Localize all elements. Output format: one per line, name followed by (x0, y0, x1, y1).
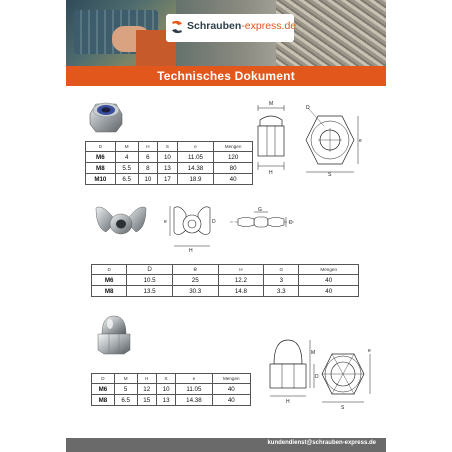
table-cell: 10 (158, 152, 178, 163)
table-cell: 13 (156, 395, 175, 406)
table-cell: 14.8 (218, 286, 264, 297)
dim-label-d: D (315, 374, 319, 380)
table-cell: 40 (212, 395, 250, 406)
wing-nut-spec-table (91, 264, 359, 297)
column-header: Mengen (299, 265, 359, 275)
dim-label-s: S (328, 172, 332, 178)
column-header: Mengen (214, 142, 253, 152)
table-row (86, 174, 253, 185)
column-header: D (92, 265, 127, 275)
dim-label-g: G (258, 207, 262, 213)
table-cell: 40 (212, 384, 250, 395)
workshop-photo (66, 0, 176, 66)
column-header: S (158, 142, 178, 152)
table-cell: 13.5 (127, 286, 173, 297)
table-cell: M10 (86, 174, 116, 185)
table-cell: 5.5 (115, 163, 138, 174)
table-cell: 14.38 (177, 163, 214, 174)
column-header: H (137, 374, 156, 384)
dim-label-s: S (341, 405, 345, 411)
table-cell: 25 (172, 275, 218, 286)
table-row (92, 275, 359, 286)
dim-label-d: D (289, 220, 293, 226)
document-sheet (66, 0, 386, 452)
table-row (92, 384, 251, 395)
dim-label-h: H (269, 170, 273, 176)
wing-nut-front-labels (164, 202, 218, 254)
table-header-row (86, 142, 253, 152)
column-header: e (172, 265, 218, 275)
dim-label-e: e (164, 219, 167, 225)
column-header: e (176, 374, 212, 384)
table-cell: 5 (114, 384, 137, 395)
dim-label-m: M (269, 101, 274, 107)
column-header: M (115, 142, 138, 152)
table-row (92, 395, 251, 406)
column-header: M (114, 374, 137, 384)
wing-nut-side-labels (228, 208, 296, 236)
table-cell: 10.5 (127, 275, 173, 286)
table-cell: 13 (158, 163, 178, 174)
table-cell: 10 (138, 174, 158, 185)
dim-label-e: e (368, 348, 371, 354)
table-cell: M6 (92, 384, 115, 395)
table-row (92, 286, 359, 297)
table-cell: M6 (92, 275, 127, 286)
cap-nut-photo (94, 314, 134, 356)
dim-label-d: D (306, 105, 310, 111)
header-banner (66, 0, 386, 66)
wing-nut-photo (92, 202, 150, 240)
table-cell: M8 (92, 286, 127, 297)
nylon-nut-side-labels (254, 100, 288, 176)
table-cell: 10 (156, 384, 175, 395)
nylon-nut-photo (86, 96, 126, 136)
column-header: Mengen (212, 374, 250, 384)
table-cell: 11.05 (176, 384, 212, 395)
cap-nut-spec-table (91, 373, 251, 406)
column-header: S (156, 374, 175, 384)
table-cell: 3 (264, 275, 299, 286)
logo-mark-icon (170, 19, 184, 35)
column-header: H (218, 265, 264, 275)
column-header: D (86, 142, 116, 152)
table-cell: 17 (158, 174, 178, 185)
dim-label-h: H (286, 399, 290, 405)
table-cell: 12 (137, 384, 156, 395)
column-header: D (92, 374, 115, 384)
table-cell: 8 (138, 163, 158, 174)
table-cell: 4 (115, 152, 138, 163)
table-cell: 30.3 (172, 286, 218, 297)
footer-bar (66, 438, 386, 452)
table-cell: 18.9 (177, 174, 214, 185)
page-title: Technisches Dokument (66, 66, 386, 86)
table-cell: 6.5 (114, 395, 137, 406)
column-header: D (127, 265, 173, 275)
table-row (86, 152, 253, 163)
table-cell: 6 (138, 152, 158, 163)
table-header-row (92, 265, 359, 275)
table-cell: 80 (214, 163, 253, 174)
cap-nut-side-labels (264, 336, 318, 406)
dim-label-h: H (189, 248, 193, 254)
table-cell: 40 (299, 286, 359, 297)
dim-label-m: M (311, 350, 316, 356)
table-cell: 40 (214, 174, 253, 185)
table-cell: M8 (92, 395, 115, 406)
table-cell: 12.2 (218, 275, 264, 286)
table-row (86, 163, 253, 174)
brand-suffix: -express.de (241, 20, 297, 32)
cap-nut-front-labels (318, 344, 374, 410)
nylon-nut-spec-table (85, 141, 253, 185)
dim-label-e: e (359, 138, 362, 144)
column-header: G (264, 265, 299, 275)
table-cell: 6.5 (115, 174, 138, 185)
table-cell: 120 (214, 152, 253, 163)
nylon-nut-front-labels (302, 104, 362, 176)
column-header: e (177, 142, 214, 152)
table-cell: 11.05 (177, 152, 214, 163)
table-cell: 3.3 (264, 286, 299, 297)
dim-label-d: D (212, 219, 216, 225)
brand-logo[interactable] (187, 20, 296, 32)
brand-name: Schrauben (187, 20, 242, 32)
table-cell: 40 (299, 275, 359, 286)
table-header-row (92, 374, 251, 384)
table-cell: M8 (86, 163, 116, 174)
column-header: H (138, 142, 158, 152)
table-cell: 15 (137, 395, 156, 406)
support-email-link[interactable]: kundendienst@schrauben-express.de (267, 440, 376, 446)
table-cell: 14.38 (176, 395, 212, 406)
table-cell: M6 (86, 152, 116, 163)
